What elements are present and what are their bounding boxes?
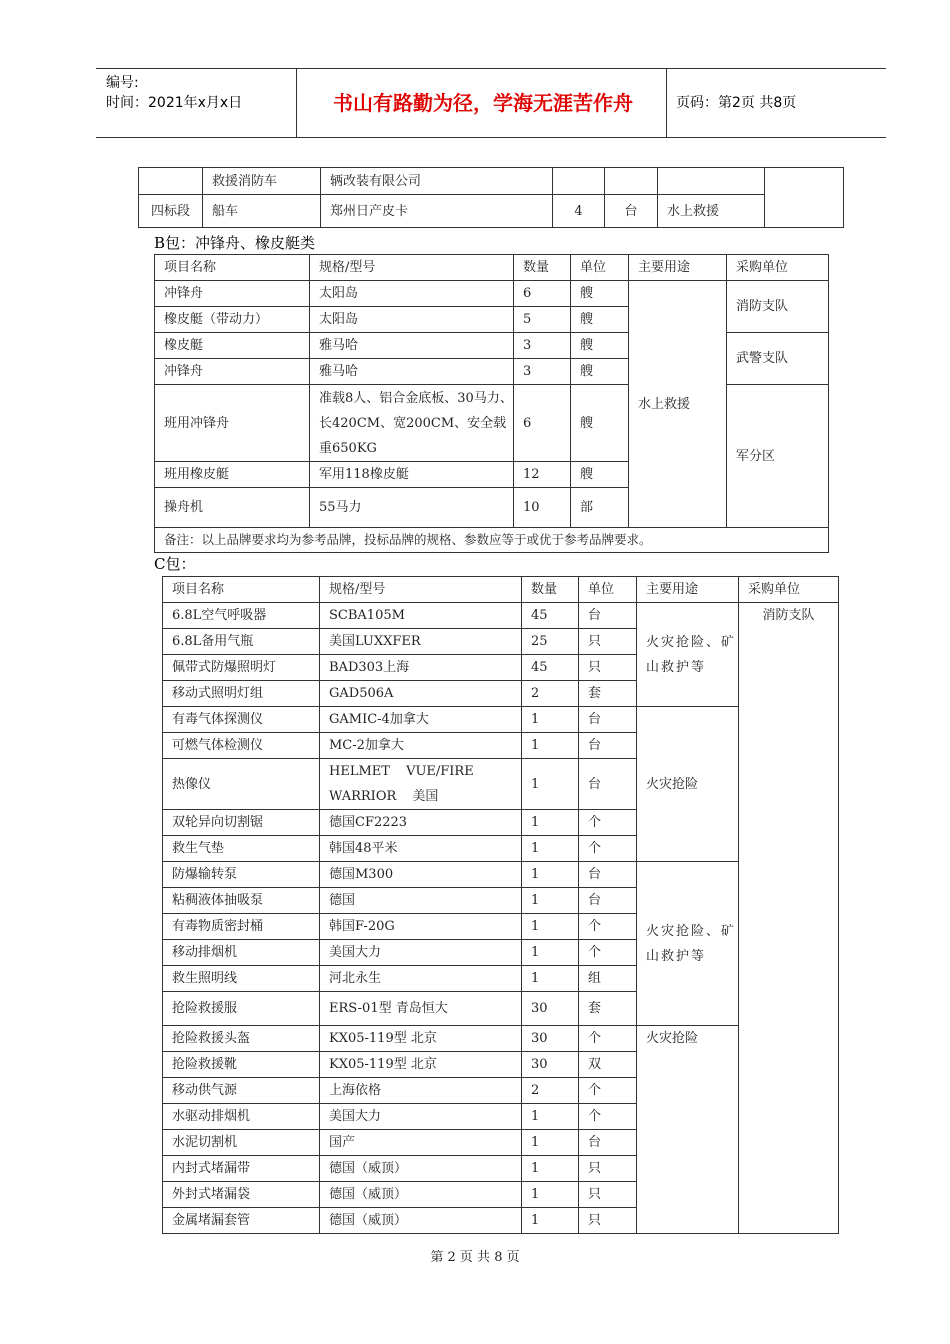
- cell-name: 冲锋舟: [155, 359, 310, 385]
- cell-unit: 只: [579, 1208, 637, 1234]
- col-header: 单位: [579, 577, 637, 603]
- cell-spec: 准载8人、铝合金底板、30马力、长420CM、宽200CM、安全载重650KG: [310, 385, 514, 462]
- col-header: 规格/型号: [320, 577, 522, 603]
- cell-qty: 2: [522, 1078, 579, 1104]
- cell-unit: 个: [579, 1104, 637, 1130]
- cell-unit: 个: [579, 810, 637, 836]
- table-header-row: [163, 577, 839, 603]
- cell-unit: 艘: [571, 307, 629, 333]
- cell-unit: 艘: [571, 333, 629, 359]
- cell-qty: 1: [522, 1156, 579, 1182]
- cell-name: 抢险救援头盔: [163, 1026, 320, 1052]
- col-header: 采购单位: [739, 577, 839, 603]
- cell-unit: 个: [579, 914, 637, 940]
- cell-name: 救生气垫: [163, 836, 320, 862]
- cell-name: 粘稠液体抽吸泵: [163, 888, 320, 914]
- cell-use: 火灾抢险: [637, 1026, 739, 1234]
- cell-unit: 台: [579, 733, 637, 759]
- cell-spec: 国产: [320, 1130, 522, 1156]
- table-row: [155, 281, 829, 307]
- b-package-title: B包：冲锋舟、橡皮艇类: [154, 234, 316, 252]
- cell-spec: KX05-119型 北京: [320, 1026, 522, 1052]
- cell-name: 内封式堵漏带: [163, 1156, 320, 1182]
- cell-name: 橡皮艇（带动力）: [155, 307, 310, 333]
- cell-spec: 雅马哈: [310, 359, 514, 385]
- cell-name: 橡皮艇: [155, 333, 310, 359]
- cell-spec: 郑州日产皮卡: [321, 195, 553, 228]
- cell-qty: 1: [522, 966, 579, 992]
- cell-spec: 辆改装有限公司: [321, 168, 553, 195]
- cell-name: 6.8L空气呼吸器: [163, 603, 320, 629]
- cell-unit: 只: [579, 1156, 637, 1182]
- cell-qty: 45: [522, 655, 579, 681]
- cell-qty: 10: [514, 488, 571, 528]
- cell-spec: 德国CF2223: [320, 810, 522, 836]
- cell-spec: ERS-01型 青岛恒大: [320, 992, 522, 1026]
- cell-unit: 台: [579, 707, 637, 733]
- cell-name: 金属堵漏套管: [163, 1208, 320, 1234]
- cell-buyer: 消防支队: [727, 281, 829, 333]
- col-header: 单位: [571, 255, 629, 281]
- cell-unit: 艘: [571, 281, 629, 307]
- cell-qty: 1: [522, 888, 579, 914]
- col-header: 主要用途: [629, 255, 727, 281]
- cell-name: 水泥切割机: [163, 1130, 320, 1156]
- cell-unit: 个: [579, 836, 637, 862]
- motto: 书山有路勤为径，学海无涯苦作舟: [333, 91, 633, 115]
- cell-unit: 台: [579, 862, 637, 888]
- cell-qty: 12: [514, 462, 571, 488]
- cell-unit: 台: [605, 195, 658, 228]
- cell-qty: 1: [522, 862, 579, 888]
- table-row: [163, 1026, 839, 1052]
- cell-name: 抢险救援服: [163, 992, 320, 1026]
- cell-use: 水上救援: [658, 195, 765, 228]
- cell-name: 热像仪: [163, 759, 320, 810]
- col-header: 规格/型号: [310, 255, 514, 281]
- number-label: 编号:: [106, 75, 139, 91]
- b-package-table: [154, 254, 829, 553]
- cell-qty: 1: [522, 1208, 579, 1234]
- table-row: [155, 385, 829, 462]
- cell-unit: 艘: [571, 385, 629, 462]
- cell-buyer: 军分区: [727, 385, 829, 528]
- table-note-row: [155, 528, 829, 553]
- cell-name: 移动供气源: [163, 1078, 320, 1104]
- cell-unit: 套: [579, 681, 637, 707]
- cell-unit: 个: [579, 1026, 637, 1052]
- cell-qty: 4: [553, 195, 605, 228]
- cell-qty: 6: [514, 385, 571, 462]
- table-header-row: [155, 255, 829, 281]
- cell-qty: 3: [514, 359, 571, 385]
- cell-spec: 55马力: [310, 488, 514, 528]
- cell-name: 抢险救援靴: [163, 1052, 320, 1078]
- cell-qty: 1: [522, 836, 579, 862]
- cell-name: 班用冲锋舟: [155, 385, 310, 462]
- cell-name: 救生照明线: [163, 966, 320, 992]
- cell-name: 班用橡皮艇: [155, 462, 310, 488]
- cell-use: 火灾抢险、矿山救护等: [637, 603, 739, 707]
- cell-name: 冲锋舟: [155, 281, 310, 307]
- col-header: 主要用途: [637, 577, 739, 603]
- cell-spec: 德国（威顶）: [320, 1156, 522, 1182]
- cell-name: 外封式堵漏袋: [163, 1182, 320, 1208]
- cell-qty: 2: [522, 681, 579, 707]
- cell-spec: 美国大力: [320, 1104, 522, 1130]
- table-row: [163, 707, 839, 733]
- cell-spec: 德国（威顶）: [320, 1208, 522, 1234]
- cell-spec: GAD506A: [320, 681, 522, 707]
- cell-unit: 只: [579, 1182, 637, 1208]
- cell-spec: SCBA105M: [320, 603, 522, 629]
- table-row: [139, 195, 844, 228]
- cell-unit: 部: [571, 488, 629, 528]
- table-row: [163, 862, 839, 888]
- cell-unit: 个: [579, 940, 637, 966]
- col-header: 数量: [522, 577, 579, 603]
- cell-buyer: 消防支队: [739, 603, 839, 1234]
- cell-spec: 德国M300: [320, 862, 522, 888]
- header-meta: [106, 73, 242, 113]
- cell-unit: 只: [579, 629, 637, 655]
- col-header: 数量: [514, 255, 571, 281]
- time-label: 时间：2021年x月x日: [106, 95, 243, 111]
- page-number-label: 页码：第2页 共8页: [676, 95, 797, 111]
- note: 备注：以上品牌要求均为参考品牌，投标品牌的规格、参数应等于或优于参考品牌要求。: [155, 528, 829, 553]
- cell-unit: 套: [579, 992, 637, 1026]
- cell-unit: 艘: [571, 359, 629, 385]
- cell-unit: 台: [579, 603, 637, 629]
- cell-spec: 韩国48平米: [320, 836, 522, 862]
- cell-spec: 军用118橡皮艇: [310, 462, 514, 488]
- col-header: 项目名称: [163, 577, 320, 603]
- cell-qty: 3: [514, 333, 571, 359]
- cell-use: 火灾抢险、矿山救护等: [637, 862, 739, 1026]
- cell-name: 水驱动排烟机: [163, 1104, 320, 1130]
- cell-qty: 1: [522, 810, 579, 836]
- cell-qty: 1: [522, 733, 579, 759]
- cell-name: 有毒气体探测仪: [163, 707, 320, 733]
- cell-qty: 25: [522, 629, 579, 655]
- cell-unit: 台: [579, 1130, 637, 1156]
- cell-spec: 河北永生: [320, 966, 522, 992]
- cell-qty: 6: [514, 281, 571, 307]
- cell-spec: HELMET VUE/FIRE WARRIOR 美国: [320, 759, 522, 810]
- cell-qty: 30: [522, 992, 579, 1026]
- cell-name: 移动式照明灯组: [163, 681, 320, 707]
- cell-qty: 5: [514, 307, 571, 333]
- cell-qty: 30: [522, 1026, 579, 1052]
- cell-name: 可燃气体检测仪: [163, 733, 320, 759]
- cell-qty: 1: [522, 1130, 579, 1156]
- cell-unit: 双: [579, 1052, 637, 1078]
- cell-qty: 1: [522, 1104, 579, 1130]
- page-footer: 第 2 页 共 8 页: [430, 1250, 520, 1265]
- cell-buyer: 武警支队: [727, 333, 829, 385]
- table-row: [139, 168, 844, 195]
- cell-name: 佩带式防爆照明灯: [163, 655, 320, 681]
- cell-spec: BAD303上海: [320, 655, 522, 681]
- c-package-title: C包：: [154, 555, 196, 573]
- cell-qty: 45: [522, 603, 579, 629]
- cell-use: 火灾抢险: [637, 707, 739, 862]
- cell-section: 四标段: [139, 195, 203, 228]
- page-header: [96, 68, 886, 138]
- cell-qty: 1: [522, 1182, 579, 1208]
- cell-unit: 台: [579, 888, 637, 914]
- cell-unit: 个: [579, 1078, 637, 1104]
- cell-name: 操舟机: [155, 488, 310, 528]
- cell-qty: 30: [522, 1052, 579, 1078]
- cell-spec: GAMIC-4加拿大: [320, 707, 522, 733]
- cell-spec: 上海依格: [320, 1078, 522, 1104]
- cell-unit: 组: [579, 966, 637, 992]
- cell-spec: 美国LUXXFER: [320, 629, 522, 655]
- cell-spec: KX05-119型 北京: [320, 1052, 522, 1078]
- cell-qty: 1: [522, 914, 579, 940]
- cell-name: 6.8L备用气瓶: [163, 629, 320, 655]
- cell-unit: 艘: [571, 462, 629, 488]
- cell-name: 有毒物质密封桶: [163, 914, 320, 940]
- col-header: 项目名称: [155, 255, 310, 281]
- cell-name: 双轮异向切割锯: [163, 810, 320, 836]
- cell-name: 移动排烟机: [163, 940, 320, 966]
- cell-name: 救援消防车: [203, 168, 321, 195]
- table-row: [155, 333, 829, 359]
- col-header: 采购单位: [727, 255, 829, 281]
- cell-qty: 1: [522, 759, 579, 810]
- cell-spec: 韩国F-20G: [320, 914, 522, 940]
- cell-unit: 只: [579, 655, 637, 681]
- cell-spec: 美国大力: [320, 940, 522, 966]
- cell-spec: 雅马哈: [310, 333, 514, 359]
- cell-qty: 1: [522, 940, 579, 966]
- a-tail-table: [138, 167, 844, 228]
- cell-name: 船车: [203, 195, 321, 228]
- cell-use: 水上救援: [629, 281, 727, 528]
- cell-qty: 1: [522, 707, 579, 733]
- cell-spec: 太阳岛: [310, 307, 514, 333]
- c-package-table: [162, 576, 839, 1234]
- table-row: [163, 603, 839, 629]
- cell-name: 防爆输转泵: [163, 862, 320, 888]
- cell-spec: 德国（威顶）: [320, 1182, 522, 1208]
- cell-spec: 德国: [320, 888, 522, 914]
- cell-unit: 台: [579, 759, 637, 810]
- cell-spec: 太阳岛: [310, 281, 514, 307]
- cell-spec: MC-2加拿大: [320, 733, 522, 759]
